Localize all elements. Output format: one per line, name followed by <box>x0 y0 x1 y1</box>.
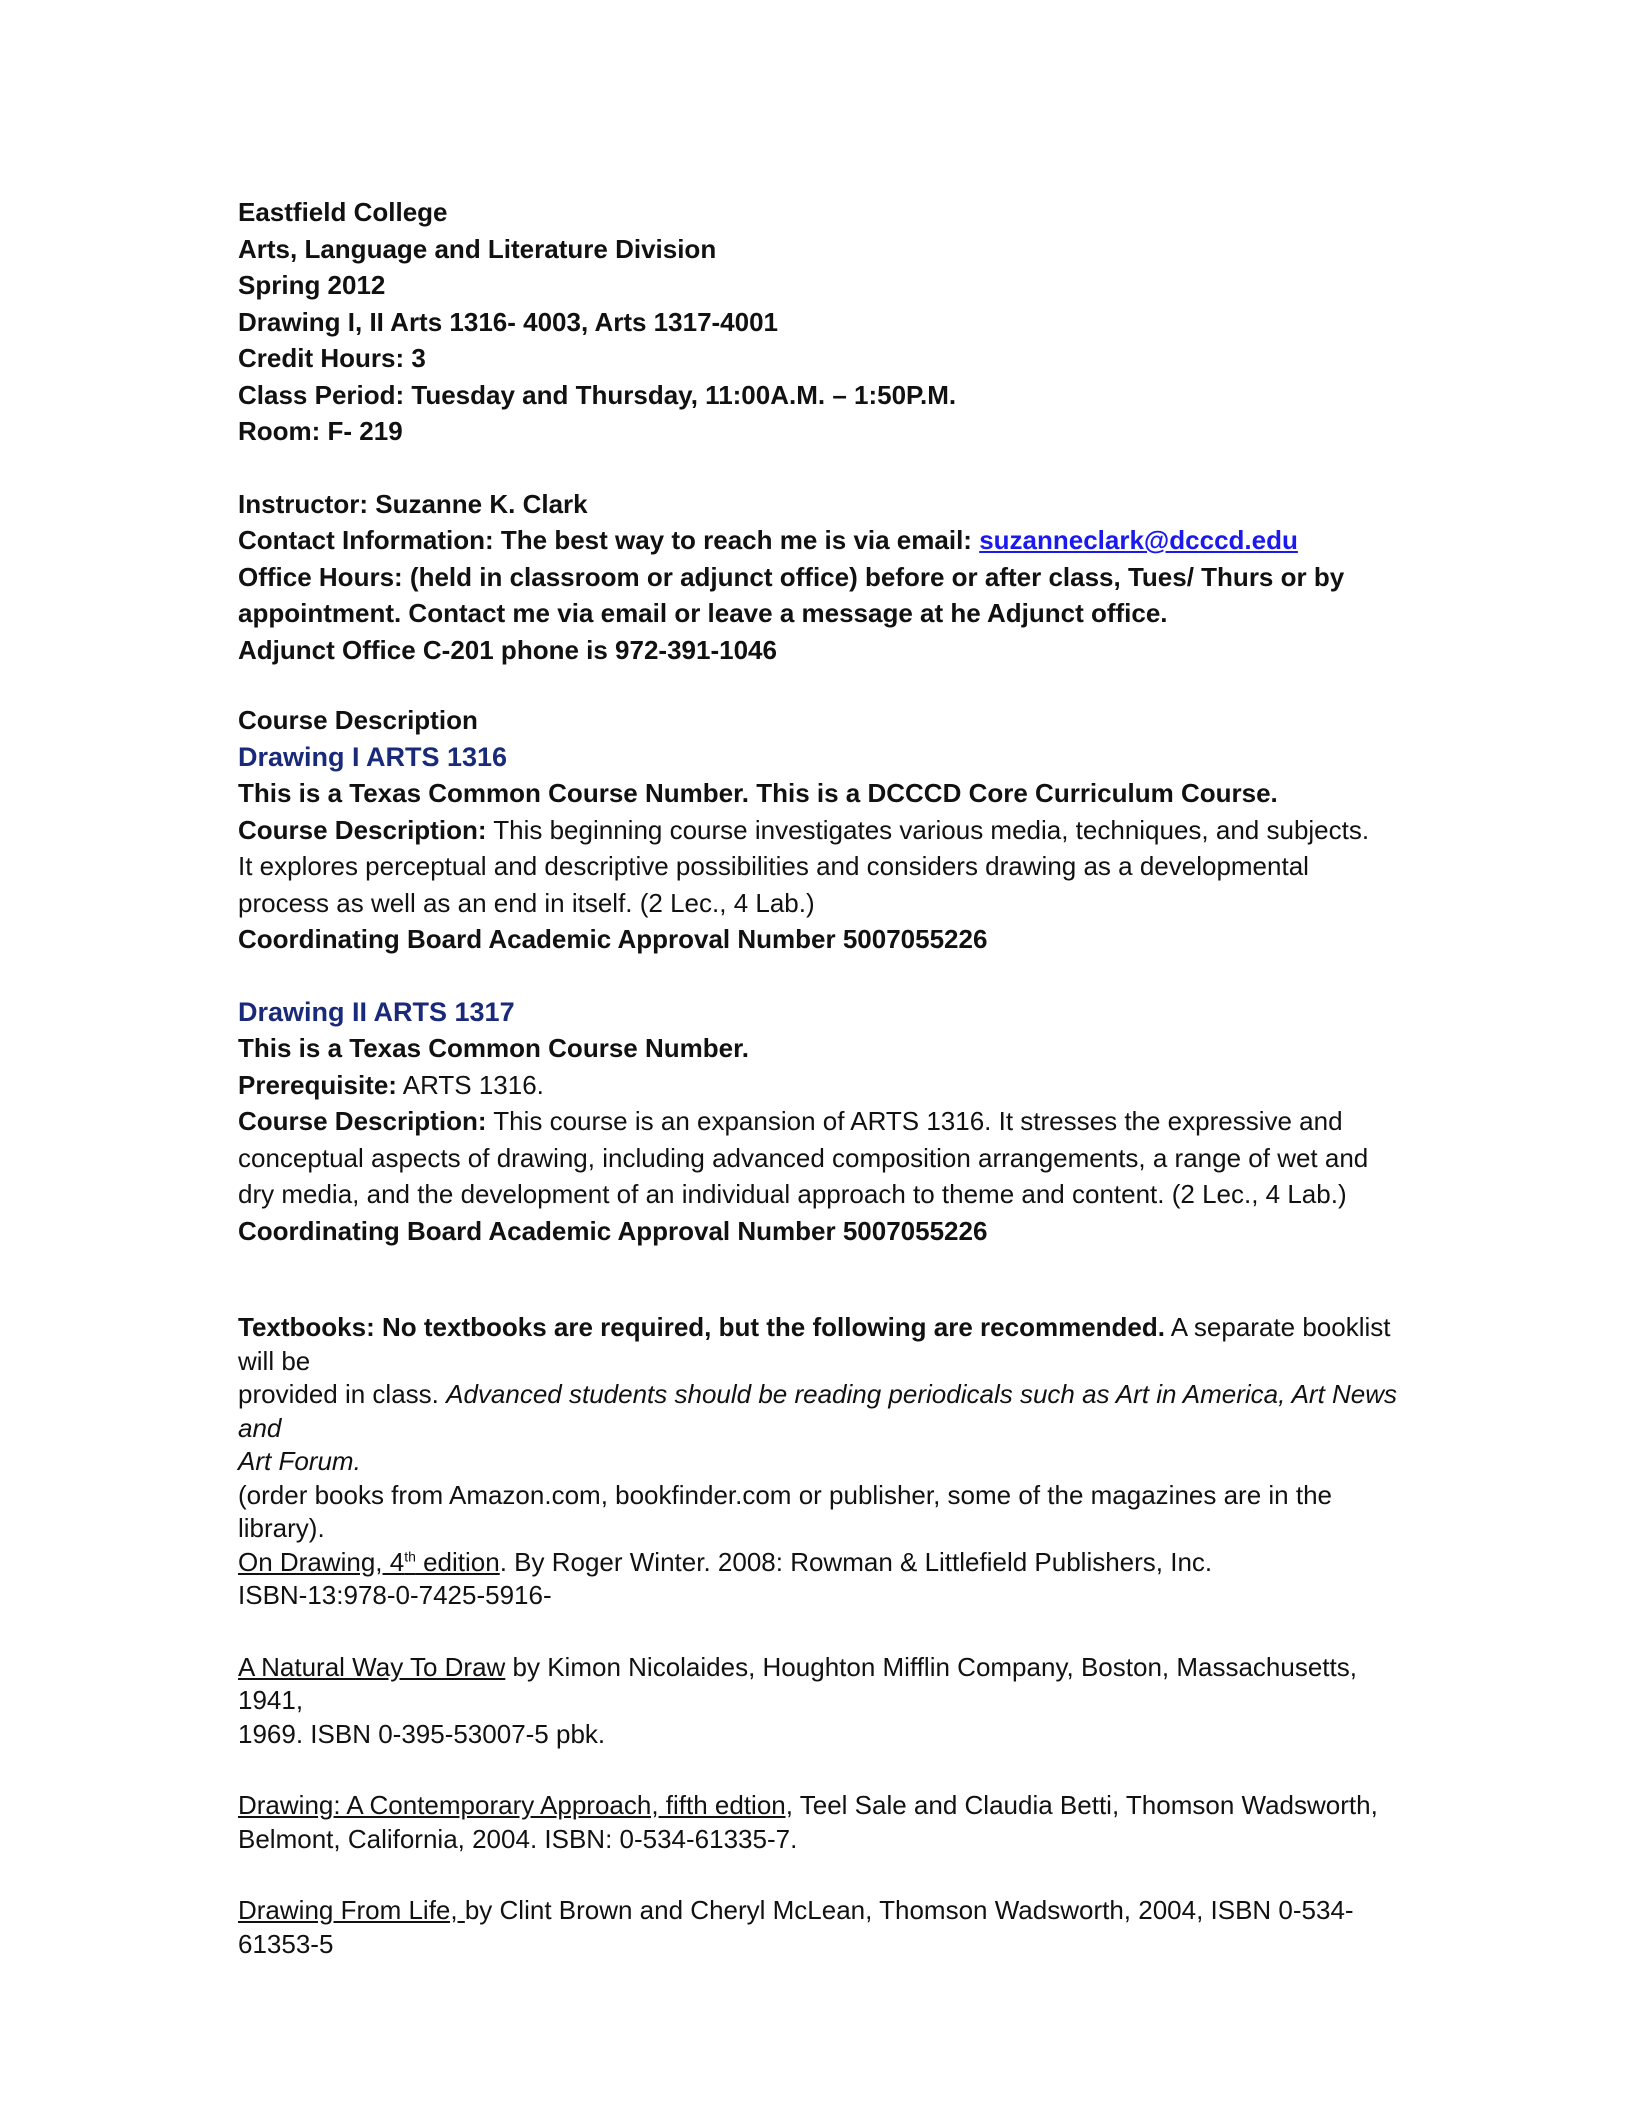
book-3-title: Drawing: A Contemporary Approach, fifth edtion, <box>238 1790 793 1820</box>
room: Room: F- 219 <box>238 416 403 446</box>
class-period: Class Period: Tuesday and Thursday, 11:00A.M. – 1:50P.M. <box>238 379 957 410</box>
instructor-info <box>238 486 1398 669</box>
syllabus-page <box>238 194 1398 1961</box>
book-1 <box>238 1546 1398 1580</box>
email-link[interactable]: suzanneclark@dcccd.edu <box>979 525 1298 555</box>
prerequisite-value: ARTS 1316. <box>396 1069 544 1100</box>
drawing2-description-line-1 <box>238 1103 1398 1140</box>
contact-label: Contact Information: The best way to reach me is via email: <box>238 525 980 555</box>
college-name: Eastfield College <box>238 197 448 227</box>
drawing1-description-line-3: process as well as an end in itself. (2 Lec., 4 Lab.) <box>238 887 815 918</box>
drawing1-approval: Coordinating Board Academic Approval Number 5007055226 <box>238 924 988 954</box>
textbooks-section <box>238 1311 1398 1961</box>
book-2-title: A Natural Way To Draw <box>238 1651 506 1682</box>
course-description-section <box>238 702 1398 1249</box>
book-3 <box>238 1789 1398 1823</box>
book-4 <box>238 1894 1398 1961</box>
term: Spring 2012 <box>238 270 386 300</box>
book-1-title-b: edition <box>415 1546 500 1577</box>
credit-hours: Credit Hours: 3 <box>238 343 426 373</box>
book-2-details: by Kimon Nicolaides, Houghton Mifflin Company, Boston, Massachusetts, 1941, <box>238 1651 1357 1715</box>
drawing2-description-line-3: dry media, and the development of an individual approach to theme and content. (2 Lec., 4 Lab.) <box>238 1179 1347 1209</box>
drawing2-desc-label: Course Description: <box>238 1106 487 1136</box>
book-1-title-a: On Drawing, 4 <box>238 1546 405 1577</box>
adjunct-office: Adjunct Office C-201 phone is 972-391-1046 <box>238 634 777 665</box>
drawing1-tccn: This is a Texas Common Course Number. This is a DCCCD Core Curriculum Course. <box>238 778 1278 808</box>
book-2 <box>238 1651 1398 1718</box>
drawing2-desc-text: This course is an expansion of ARTS 1316. It stresses the expressive and <box>486 1106 1343 1136</box>
textbooks-intro-rest: A separate booklist will be <box>238 1312 1391 1376</box>
order-note: (order books from Amazon.com, bookfinder.com or publisher, some of the magazines are in the library). <box>238 1479 1332 1543</box>
book-3-details: Teel Sale and Claudia Betti, Thomson Wadsworth, <box>792 1790 1378 1820</box>
periodicals-note: Advanced students should be reading periodicals such as Art in America, Art News and <box>238 1379 1398 1443</box>
course-numbers: Drawing I, II Arts 1316- 4003, Arts 1317-4001 <box>238 306 779 337</box>
book-4-details: by Clint Brown and Cheryl McLean, Thomson Wadsworth, 2004, ISBN 0-534-61353-5 <box>238 1895 1354 1959</box>
textbooks-intro-line-2 <box>238 1378 1398 1445</box>
instructor-name: Instructor: Suzanne K. Clark <box>238 488 588 519</box>
book-1-details: . By Roger Winter. 2008: Rowman & Littlefield Publishers, Inc. <box>499 1546 1213 1577</box>
prerequisite-label: Prerequisite: <box>238 1069 397 1100</box>
textbooks-intro <box>238 1311 1398 1378</box>
book-3-details-line-2: Belmont, California, 2004. ISBN: 0-534-61335-7. <box>238 1823 798 1854</box>
drawing2-title: Drawing II ARTS 1317 <box>238 996 515 1027</box>
drawing2-prerequisite <box>238 1067 1398 1104</box>
book-2-details-line-2: 1969. ISBN 0-395-53007-5 pbk. <box>238 1718 606 1749</box>
division-name: Arts, Language and Literature Division <box>238 233 717 264</box>
course-header <box>238 194 1398 450</box>
drawing2-description-line-2: conceptual aspects of drawing, including advanced composition arrangements, a range of wet and <box>238 1142 1369 1173</box>
office-hours-line-2: appointment. Contact me via email or leave a message at he Adjunct office. <box>238 598 1168 628</box>
textbooks-intro-2: provided in class. <box>238 1379 447 1409</box>
book-4-title: Drawing From Life, <box>238 1895 465 1925</box>
textbooks-heading: Textbooks: No textbooks are required, but the following are recommended. <box>238 1312 1165 1342</box>
drawing1-desc-text: This beginning course investigates various media, techniques, and subjects. <box>486 814 1370 845</box>
drawing1-title: Drawing I ARTS 1316 <box>238 741 508 772</box>
contact-line <box>238 522 1398 559</box>
office-hours-line-1: Office Hours: (held in classroom or adjunct office) before or after class, Tues/ Thurs or by <box>238 561 1345 592</box>
book-1-isbn: ISBN-13:978-0-7425-5916- <box>238 1580 552 1610</box>
book-1-title-sup: th <box>404 1547 416 1564</box>
book-1-title <box>238 1547 500 1577</box>
drawing1-description-line-1 <box>238 812 1398 849</box>
periodicals-note-line-2: Art Forum. <box>238 1446 361 1476</box>
drawing2-approval: Coordinating Board Academic Approval Number 5007055226 <box>238 1215 988 1246</box>
drawing1-description-line-2: It explores perceptual and descriptive possibilities and considers drawing as a developmental <box>238 851 1309 881</box>
course-description-heading: Course Description <box>238 705 478 735</box>
drawing1-desc-label: Course Description: <box>238 814 487 845</box>
drawing2-tccn: This is a Texas Common Course Number. <box>238 1033 749 1063</box>
